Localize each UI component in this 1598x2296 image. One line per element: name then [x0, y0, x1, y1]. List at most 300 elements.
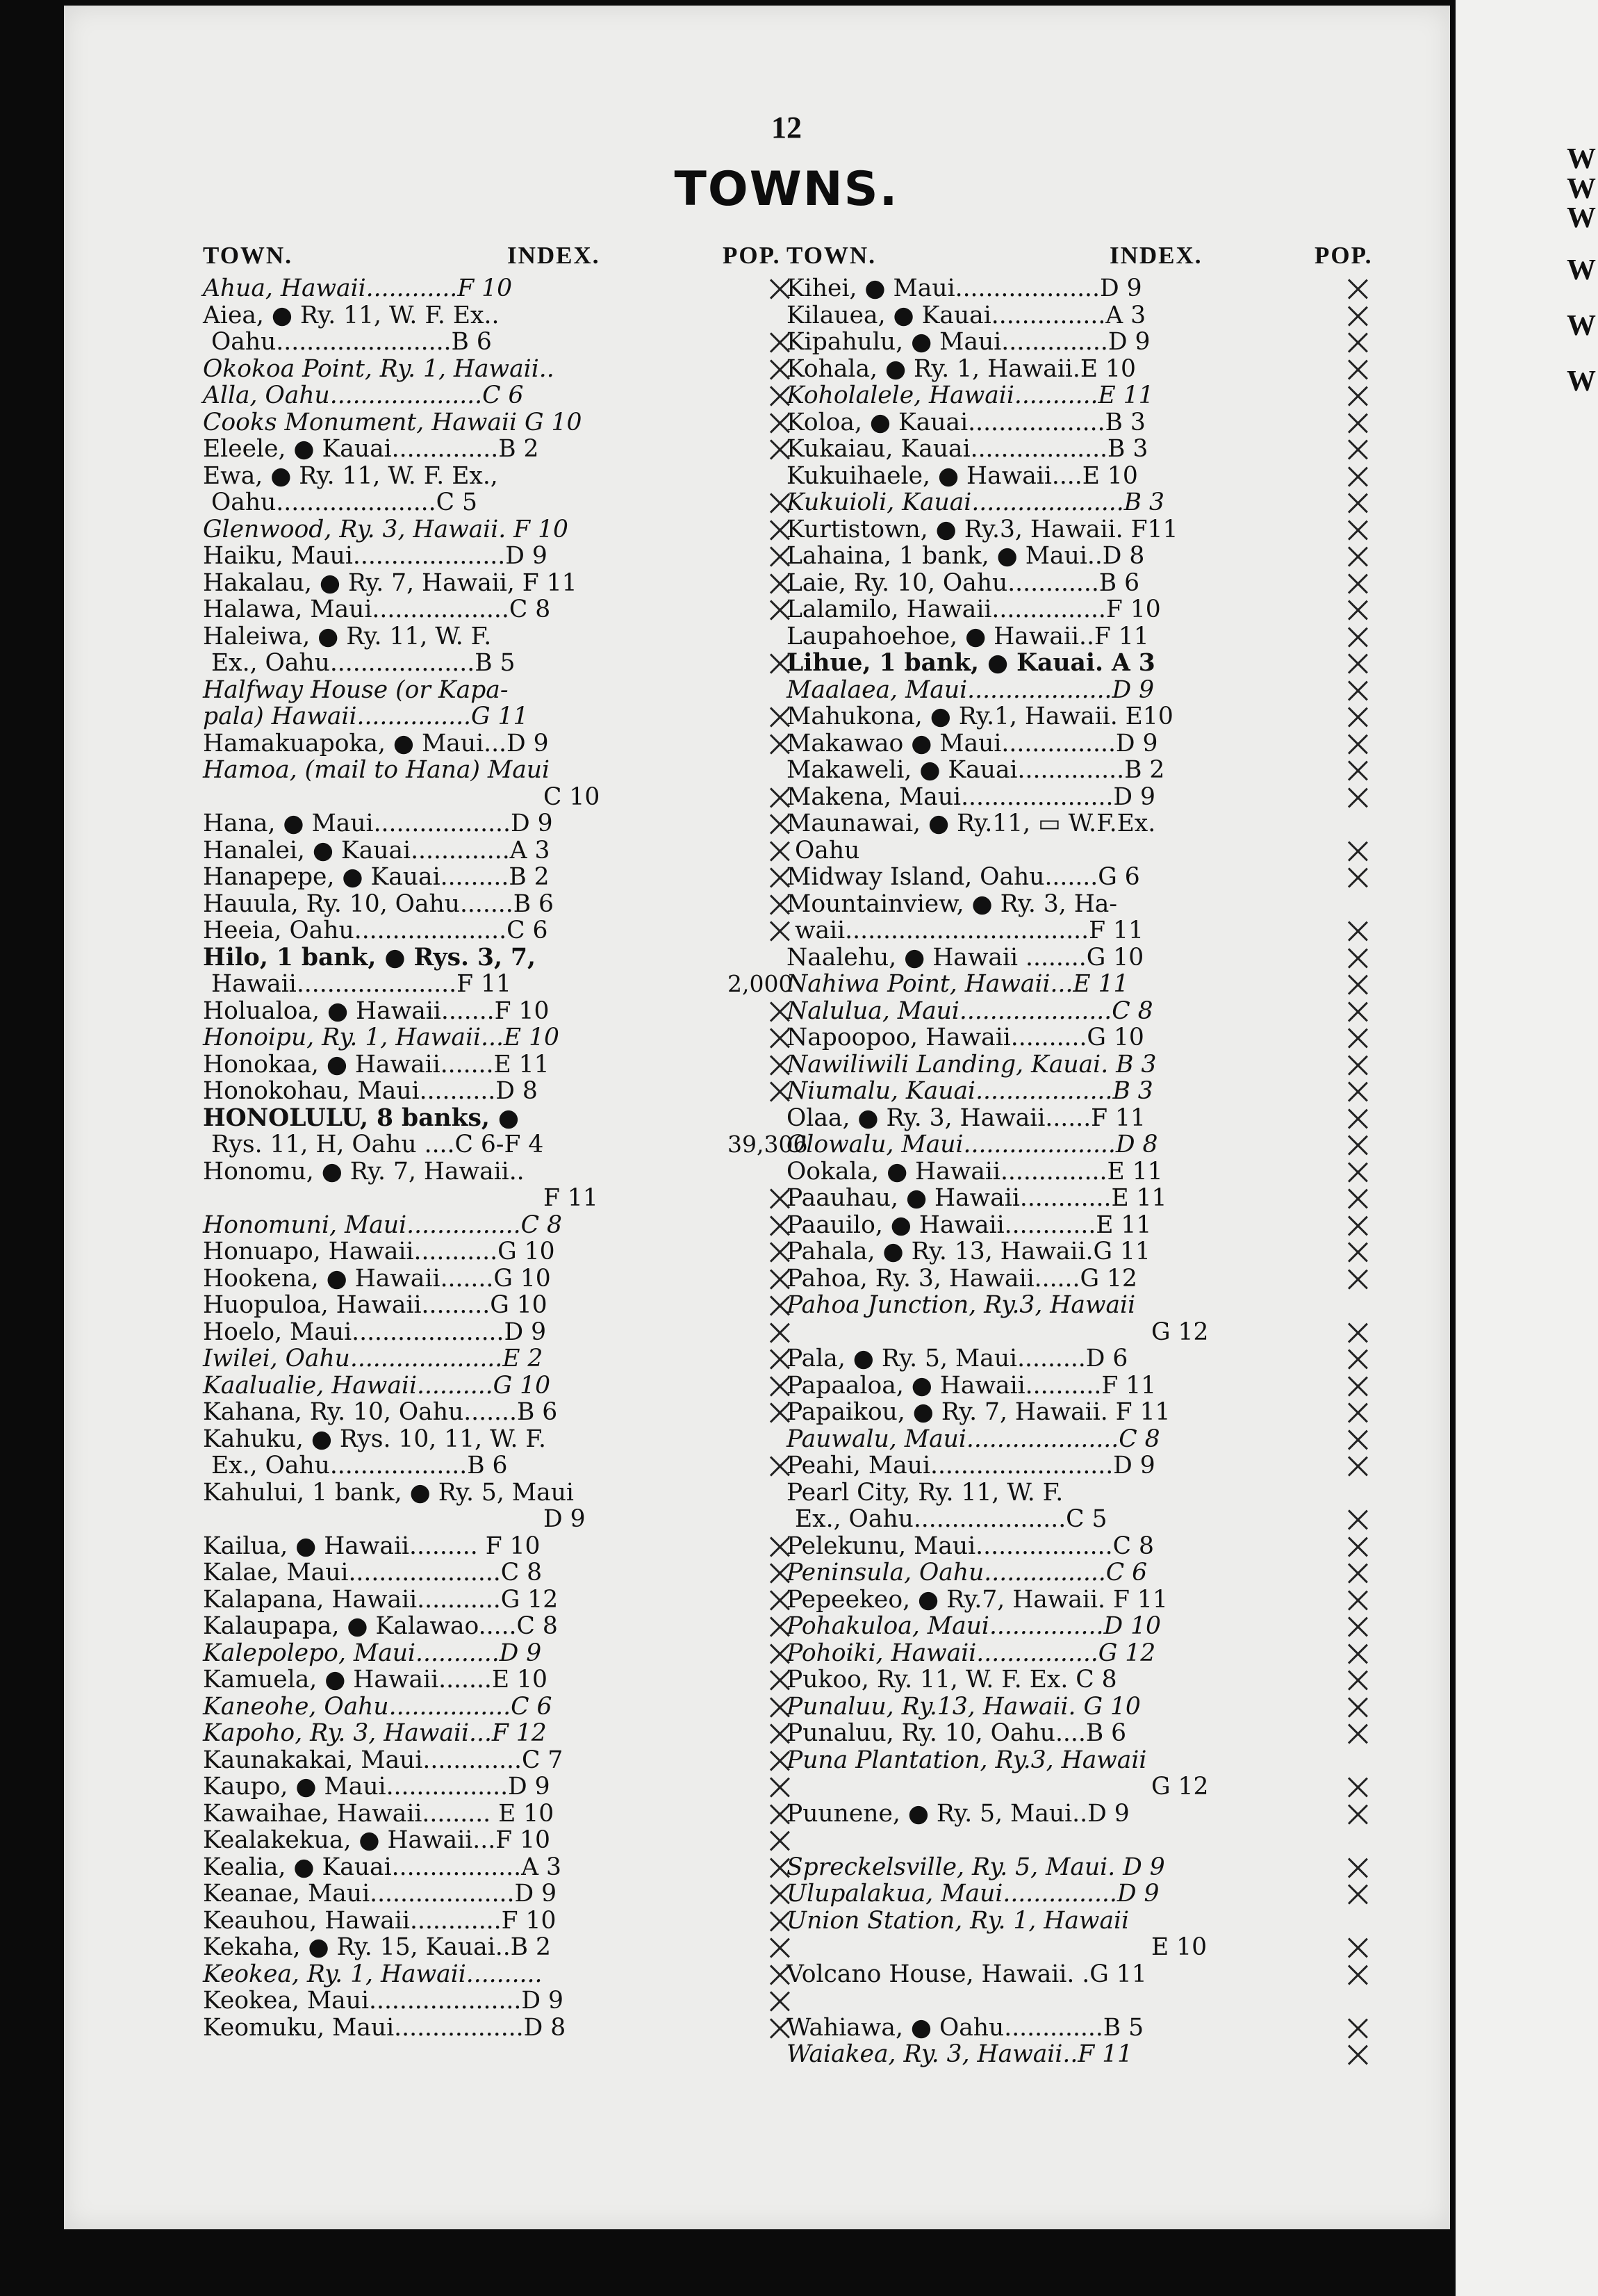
town-entry-text: Olaa, ● Ry. 3, Hawaii......F 11 [786, 1104, 1146, 1132]
table-row [786, 1773, 1412, 1801]
population-unknown-mark [1347, 948, 1368, 969]
table-row [786, 971, 1412, 998]
table-row [203, 356, 821, 383]
town-entry-text: Kalae, Maui....................C 8 [203, 1559, 543, 1586]
table-row [203, 1185, 821, 1212]
table-row [203, 1908, 821, 1935]
town-entry-text: Lahaina, 1 bank, ● Maui..D 8 [786, 542, 1145, 570]
population-unknown-mark [1347, 1670, 1368, 1691]
town-entry-text: Keanae, Maui...................D 9 [203, 1880, 557, 1908]
table-row [786, 356, 1412, 383]
town-entry-text: D 9 [543, 1505, 586, 1533]
population-unknown-mark [1347, 867, 1368, 888]
table-row [786, 1908, 1412, 1935]
population-unknown-mark [1347, 1215, 1368, 1236]
adjacent-page-letter: W [1567, 173, 1596, 205]
table-row [786, 1238, 1412, 1265]
population-value: 39,306 [727, 1131, 808, 1158]
table-row [203, 1961, 821, 1988]
town-entry-text: E 10 [1151, 1933, 1208, 1961]
header-town: TOWN. [203, 242, 293, 269]
town-entry-text: Papaikou, ● Ry. 7, Hawaii. F 11 [786, 1398, 1171, 1426]
population-unknown-mark [1347, 466, 1368, 487]
table-row [203, 837, 821, 864]
town-entry-text: Halfway House (or Kapa- [203, 675, 509, 704]
adjacent-page-letter: W [1567, 202, 1596, 234]
town-entry-text: Pohoiki, Hawaii................G 12 [786, 1639, 1156, 1667]
town-entry-text: Lihue, 1 bank, ● Kauai. A 3 [786, 649, 1155, 677]
population-unknown-mark [1347, 1563, 1368, 1584]
table-row [203, 971, 821, 998]
table-row [786, 1399, 1412, 1426]
table-row [203, 730, 821, 757]
population-unknown-mark [1347, 653, 1368, 674]
table-row [203, 1372, 821, 1400]
table-row [203, 1559, 821, 1586]
population-unknown-mark [1347, 332, 1368, 353]
population-unknown-mark [1347, 1108, 1368, 1129]
town-entry-text: Kipahulu, ● Maui..............D 9 [786, 328, 1151, 356]
table-row [786, 810, 1412, 837]
table-row [203, 1051, 821, 1079]
table-row [203, 1694, 821, 1721]
table-row [203, 275, 821, 302]
table-row [786, 944, 1412, 971]
population-unknown-mark [1347, 279, 1368, 300]
town-entry-text: Glenwood, Ry. 3, Hawaii. F 10 [203, 515, 568, 543]
table-row [786, 1426, 1412, 1453]
population-unknown-mark [1347, 439, 1368, 460]
population-unknown-mark [1347, 2044, 1368, 2065]
town-entry-text: Puna Plantation, Ry.3, Hawaii [786, 1746, 1147, 1774]
table-row [203, 302, 821, 329]
page-title: TOWNS. [674, 162, 899, 217]
population-unknown-mark [1347, 1055, 1368, 1076]
town-entry-text: Ex., Oahu...................B 5 [211, 649, 516, 677]
town-entry-text: Kawaihae, Hawaii......... E 10 [203, 1799, 554, 1828]
town-entry-text: Nawiliwili Landing, Kauai. B 3 [786, 1050, 1157, 1079]
population-unknown-mark [1347, 1269, 1368, 1290]
towns-column-left [203, 242, 821, 2041]
table-row [203, 1452, 821, 1479]
town-entry-text: Kamuela, ● Hawaii.......E 10 [203, 1666, 547, 1694]
town-entry-text: Kekaha, ● Ry. 15, Kauai..B 2 [203, 1933, 551, 1961]
table-row [786, 1024, 1412, 1051]
population-unknown-mark [1347, 359, 1368, 380]
town-entry-text: Napoopoo, Hawaii..........G 10 [786, 1024, 1144, 1051]
table-row [786, 2041, 1412, 2068]
table-row [203, 891, 821, 918]
table-row [786, 1666, 1412, 1694]
town-entry-text: Nalulua, Maui....................C 8 [786, 997, 1153, 1025]
adjacent-page-letter: W [1567, 254, 1596, 286]
table-row [786, 1131, 1412, 1158]
population-unknown-mark [1347, 921, 1368, 942]
table-row [203, 757, 821, 784]
town-entry-text: Ulupalakua, Maui...............D 9 [786, 1880, 1160, 1908]
table-row [203, 1934, 821, 1961]
town-entry-text: Kukuihaele, ● Hawaii....E 10 [786, 461, 1138, 490]
town-entry-text: Hauula, Ry. 10, Oahu.......B 6 [203, 889, 554, 918]
town-entry-text: Peninsula, Oahu................C 6 [786, 1559, 1148, 1586]
town-entry-text: Paauhau, ● Hawaii............E 11 [786, 1184, 1167, 1212]
population-unknown-mark [1347, 1456, 1368, 1477]
adjacent-page-edge [1456, 0, 1598, 2296]
book-page [64, 6, 1450, 2229]
table-row [203, 436, 821, 463]
header-index: INDEX. [507, 242, 600, 269]
town-entry-text: Eleele, ● Kauai..............B 2 [203, 435, 539, 463]
table-row [786, 329, 1412, 356]
table-row [786, 837, 1412, 864]
town-entry-text: Peahi, Maui........................D 9 [786, 1452, 1155, 1479]
table-row [203, 1212, 821, 1239]
town-entry-text: Cooks Monument, Hawaii G 10 [203, 408, 582, 436]
town-entry-text: Kurtistown, ● Ry.3, Hawaii. F11 [786, 515, 1178, 543]
population-unknown-mark [1347, 1322, 1368, 1343]
table-row [786, 1640, 1412, 1667]
table-row [203, 382, 821, 409]
table-row [786, 1051, 1412, 1079]
population-unknown-mark [1347, 306, 1368, 327]
column-header [203, 242, 821, 275]
table-row [203, 1131, 821, 1158]
town-entry-text: Honokohau, Maui..........D 8 [203, 1077, 538, 1105]
table-row [203, 1613, 821, 1640]
table-row [203, 409, 821, 436]
town-entry-text: Union Station, Ry. 1, Hawaii [786, 1906, 1130, 1935]
table-row [203, 703, 821, 730]
table-row [203, 1345, 821, 1372]
table-row [786, 677, 1412, 704]
town-entry-text: waii................................F 11 [795, 917, 1144, 944]
table-row [786, 1934, 1412, 1961]
table-row [203, 1666, 821, 1694]
town-entry-text: Ex., Oahu....................C 5 [795, 1505, 1107, 1533]
town-entry-text: Spreckelsville, Ry. 5, Maui. D 9 [786, 1853, 1165, 1881]
table-row [203, 1292, 821, 1319]
town-entry-text: Alla, Oahu....................C 6 [203, 382, 524, 409]
population-unknown-mark [1347, 546, 1368, 567]
town-entry-text: Pahoa Junction, Ry.3, Hawaii [786, 1291, 1136, 1319]
population-unknown-mark [1347, 1162, 1368, 1183]
towns-list-left [203, 275, 821, 2041]
town-entry-text: Kahana, Ry. 10, Oahu.......B 6 [203, 1398, 558, 1426]
table-row [203, 864, 821, 891]
town-entry-text: Punaluu, Ry. 10, Oahu....B 6 [786, 1719, 1127, 1747]
table-row [786, 1452, 1412, 1479]
table-row [786, 409, 1412, 436]
population-unknown-mark [1347, 1616, 1368, 1637]
table-row [786, 1613, 1412, 1640]
table-row [203, 623, 821, 650]
town-entry-text: Kihei, ● Maui...................D 9 [786, 274, 1142, 302]
table-row [203, 1773, 821, 1801]
town-entry-text: Kahuku, ● Rys. 10, 11, W. F. [203, 1425, 546, 1453]
town-entry-text: Pala, ● Ry. 5, Maui.........D 6 [786, 1345, 1128, 1372]
town-entry-text: Kohala, ● Ry. 1, Hawaii.E 10 [786, 354, 1136, 383]
town-entry-text: Mountainview, ● Ry. 3, Ha- [786, 889, 1118, 918]
table-row [203, 1801, 821, 1828]
town-entry-text: Ahua, Hawaii............F 10 [203, 274, 513, 302]
table-row [203, 489, 821, 516]
town-entry-text: Honokaa, ● Hawaii.......E 11 [203, 1050, 550, 1079]
table-row [786, 1586, 1412, 1614]
town-entry-text: Pahoa, Ry. 3, Hawaii......G 12 [786, 1264, 1137, 1293]
town-entry-text: Holualoa, ● Hawaii.......F 10 [203, 997, 550, 1025]
town-entry-text: Hawaii.....................F 11 [211, 970, 511, 998]
population-unknown-mark [1347, 1804, 1368, 1825]
town-entry-text: Punaluu, Ry.13, Hawaii. G 10 [786, 1692, 1141, 1721]
table-row [203, 998, 821, 1025]
town-entry-text: Iwilei, Oahu....................E 2 [203, 1345, 543, 1372]
table-row [786, 650, 1412, 677]
population-unknown-mark [1347, 413, 1368, 434]
table-row [203, 650, 821, 677]
table-row [786, 1533, 1412, 1560]
table-row [786, 1105, 1412, 1132]
town-entry-text: Hookena, ● Hawaii.......G 10 [203, 1264, 551, 1293]
town-entry-text: Haiku, Maui....................D 9 [203, 542, 547, 570]
table-row [786, 1185, 1412, 1212]
town-entry-text: Mahukona, ● Ry.1, Hawaii. E10 [786, 703, 1173, 730]
town-entry-text: Honoipu, Ry. 1, Hawaii...E 10 [203, 1024, 559, 1051]
town-entry-text: Maalaea, Maui...................D 9 [786, 675, 1155, 704]
town-entry-text: Ewa, ● Ry. 11, W. F. Ex., [203, 461, 498, 490]
table-row [786, 1212, 1412, 1239]
town-entry-text: Laupahoehoe, ● Hawaii..F 11 [786, 622, 1149, 650]
table-row [786, 917, 1412, 944]
town-entry-text: Nahiwa Point, Hawaii...E 11 [786, 970, 1129, 998]
town-entry-text: Kalapana, Hawaii...........G 12 [203, 1585, 559, 1614]
town-entry-text: Hamoa, (mail to Hana) Maui [203, 756, 550, 784]
column-header [786, 242, 1412, 275]
town-entry-text: Niumalu, Kauai..................B 3 [786, 1077, 1153, 1105]
town-entry-text: Ookala, ● Hawaii..............E 11 [786, 1157, 1163, 1186]
town-entry-text: Hamakuapoka, ● Maui...D 9 [203, 729, 549, 757]
town-entry-text: Kealia, ● Kauai.................A 3 [203, 1853, 561, 1881]
header-pop: POP. [1315, 242, 1373, 269]
town-entry-text: Kailua, ● Hawaii......... F 10 [203, 1532, 541, 1560]
table-row [203, 1640, 821, 1667]
town-entry-text: Kukuioli, Kauai....................B 3 [786, 489, 1164, 516]
table-row [786, 275, 1412, 302]
town-entry-text: Koloa, ● Kauai..................B 3 [786, 408, 1146, 436]
adjacent-page-letter: W [1567, 366, 1596, 397]
table-row [203, 570, 821, 597]
town-entry-text: Kukaiau, Kauai..................B 3 [786, 435, 1148, 463]
town-entry-text: Keauhou, Hawaii............F 10 [203, 1906, 557, 1935]
town-entry-text: Kaalualie, Hawaii..........G 10 [203, 1371, 551, 1400]
table-row [786, 998, 1412, 1025]
table-row [786, 703, 1412, 730]
population-unknown-mark [1347, 1402, 1368, 1423]
town-entry-text: Naalehu, ● Hawaii ........G 10 [786, 943, 1144, 971]
table-row [786, 757, 1412, 784]
table-row [203, 1747, 821, 1774]
table-row [786, 543, 1412, 570]
table-row [203, 1880, 821, 1908]
table-row [203, 2015, 821, 2042]
town-entry-text: F 11 [543, 1184, 598, 1212]
population-unknown-mark [1347, 1937, 1368, 1958]
table-row [203, 1854, 821, 1881]
population-unknown-mark [1347, 974, 1368, 995]
town-entry-text: Olowalu, Maui....................D 8 [786, 1131, 1158, 1158]
town-entry-text: Heeia, Oahu....................C 6 [203, 917, 548, 944]
population-unknown-mark [1347, 573, 1368, 594]
town-entry-text: Midway Island, Oahu.......G 6 [786, 863, 1140, 891]
town-entry-text: Waiakea, Ry. 3, Hawaii..F 11 [786, 2040, 1133, 2068]
table-row [203, 1319, 821, 1346]
town-entry-text: Honomuni, Maui...............C 8 [203, 1211, 562, 1239]
table-row [203, 1987, 821, 2015]
table-row [203, 1105, 821, 1132]
table-row [203, 810, 821, 837]
population-value: 2,000 [727, 970, 793, 997]
town-entry-text: Kaneohe, Oahu................C 6 [203, 1692, 552, 1721]
population-unknown-mark [1347, 1777, 1368, 1798]
town-entry-text: Makena, Maui....................D 9 [786, 782, 1155, 811]
population-unknown-mark [1347, 1001, 1368, 1022]
town-entry-text: Pearl City, Ry. 11, W. F. [786, 1478, 1064, 1507]
table-row [203, 329, 821, 356]
table-row [786, 463, 1412, 490]
population-unknown-mark [1347, 1081, 1368, 1102]
population-unknown-mark [1347, 1028, 1368, 1049]
population-unknown-mark [1347, 1697, 1368, 1718]
town-entry-text: Huopuloa, Hawaii.........G 10 [203, 1291, 547, 1319]
town-entry-text: Hana, ● Maui..................D 9 [203, 810, 553, 837]
town-entry-text: Keomuku, Maui.................D 8 [203, 2013, 566, 2042]
table-row [786, 382, 1412, 409]
table-row [786, 1078, 1412, 1105]
table-row [786, 436, 1412, 463]
town-entry-text: Papaaloa, ● Hawaii..........F 11 [786, 1371, 1157, 1400]
population-unknown-mark [1347, 1723, 1368, 1744]
table-row [203, 1827, 821, 1854]
population-unknown-mark [1347, 493, 1368, 514]
town-entry-text: Pelekunu, Maui..................C 8 [786, 1532, 1154, 1560]
town-entry-text: Oahu.......................B 6 [211, 328, 492, 356]
town-entry-text: Puunene, ● Ry. 5, Maui..D 9 [786, 1799, 1130, 1828]
population-unknown-mark [1347, 1965, 1368, 1985]
table-row [786, 570, 1412, 597]
town-entry-text: Kaupo, ● Maui................D 9 [203, 1773, 550, 1801]
town-entry-text: Pukoo, Ry. 11, W. F. Ex. C 8 [786, 1666, 1117, 1694]
table-row [203, 596, 821, 623]
population-unknown-mark [1347, 841, 1368, 862]
towns-column-right [786, 242, 1412, 2068]
town-entry-text: pala) Hawaii...............G 11 [203, 703, 529, 730]
table-row [786, 1345, 1412, 1372]
town-entry-text: G 12 [1151, 1318, 1209, 1346]
table-row [786, 864, 1412, 891]
table-row [786, 1854, 1412, 1881]
town-entry-text: Halawa, Maui..................C 8 [203, 596, 551, 623]
table-row [203, 1265, 821, 1293]
town-entry-text: C 10 [543, 782, 600, 811]
population-unknown-mark [1347, 707, 1368, 728]
population-unknown-mark [1347, 386, 1368, 407]
town-entry-text: HONOLULU, 8 banks, ● [203, 1104, 520, 1132]
town-entry-text: Wahiawa, ● Oahu.............B 5 [786, 2013, 1144, 2042]
town-entry-text: Pepeekeo, ● Ry.7, Hawaii. F 11 [786, 1585, 1168, 1614]
population-unknown-mark [1347, 1884, 1368, 1905]
town-entry-text: Oahu [795, 836, 860, 864]
table-row [786, 2015, 1412, 2042]
town-entry-text: Haleiwa, ● Ry. 11, W. F. [203, 622, 492, 650]
table-row [786, 302, 1412, 329]
town-entry-text: Kaunakakai, Maui.............C 7 [203, 1746, 563, 1774]
table-row [203, 1479, 821, 1507]
town-entry-text: Rys. 11, H, Oahu ....C 6-F 4 [211, 1131, 544, 1158]
population-unknown-mark [1347, 627, 1368, 648]
town-entry-text: Okokoa Point, Ry. 1, Hawaii.. [203, 354, 554, 383]
population-unknown-mark [1347, 1376, 1368, 1397]
table-row [203, 677, 821, 704]
table-row [786, 1801, 1412, 1828]
town-entry-text: Kalepolepo, Maui...........D 9 [203, 1639, 542, 1667]
towns-list-right [786, 275, 1412, 2068]
population-unknown-mark [1347, 1590, 1368, 1611]
table-row [786, 1961, 1412, 1988]
table-row [786, 489, 1412, 516]
adjacent-page-letter: W [1567, 310, 1596, 342]
town-entry-text: Kealakekua, ● Hawaii...F 10 [203, 1826, 550, 1854]
town-entry-text: Pauwalu, Maui....................C 8 [786, 1425, 1160, 1453]
town-entry-text: Honomu, ● Ry. 7, Hawaii.. [203, 1157, 525, 1186]
town-entry-text: Pahala, ● Ry. 13, Hawaii.G 11 [786, 1238, 1151, 1265]
table-row [203, 1238, 821, 1265]
table-row [203, 1078, 821, 1105]
population-unknown-mark [1347, 520, 1368, 541]
table-row [786, 1319, 1412, 1346]
table-row [786, 1158, 1412, 1186]
table-row [786, 1827, 1412, 1854]
town-entry-text: Kapoho, Ry. 3, Hawaii...F 12 [203, 1719, 547, 1747]
table-row [203, 1426, 821, 1453]
adjacent-page-letter: W [1567, 143, 1596, 175]
population-unknown-mark [1347, 1349, 1368, 1370]
table-row [203, 1506, 821, 1533]
population-unknown-mark [1347, 2018, 1368, 2039]
town-entry-text: Makawao ● Maui...............D 9 [786, 729, 1158, 757]
population-unknown-mark [1347, 1242, 1368, 1263]
town-entry-text: Ex., Oahu..................B 6 [211, 1452, 508, 1479]
table-row [203, 1720, 821, 1747]
town-entry-text: Aiea, ● Ry. 11, W. F. Ex.. [203, 301, 500, 329]
population-unknown-mark [1347, 1858, 1368, 1878]
town-entry-text: Laie, Ry. 10, Oahu............B 6 [786, 568, 1140, 597]
table-row [786, 516, 1412, 543]
town-entry-text: G 12 [1151, 1773, 1209, 1801]
header-index: INDEX. [1110, 242, 1203, 269]
population-unknown-mark [1347, 1509, 1368, 1530]
population-unknown-mark [1347, 734, 1368, 755]
table-row [203, 1024, 821, 1051]
town-entry-text: Volcano House, Hawaii. .G 11 [786, 1960, 1147, 1988]
population-unknown-mark [1347, 1643, 1368, 1664]
town-entry-text: Oahu.....................C 5 [211, 489, 477, 516]
table-row [203, 516, 821, 543]
table-row [203, 1158, 821, 1186]
table-row [786, 1880, 1412, 1908]
table-row [203, 463, 821, 490]
town-entry-text: Makaweli, ● Kauai..............B 2 [786, 756, 1165, 784]
town-entry-text: Pohakuloa, Maui...............D 10 [786, 1612, 1161, 1640]
town-entry-text: Hoelo, Maui....................D 9 [203, 1318, 547, 1346]
